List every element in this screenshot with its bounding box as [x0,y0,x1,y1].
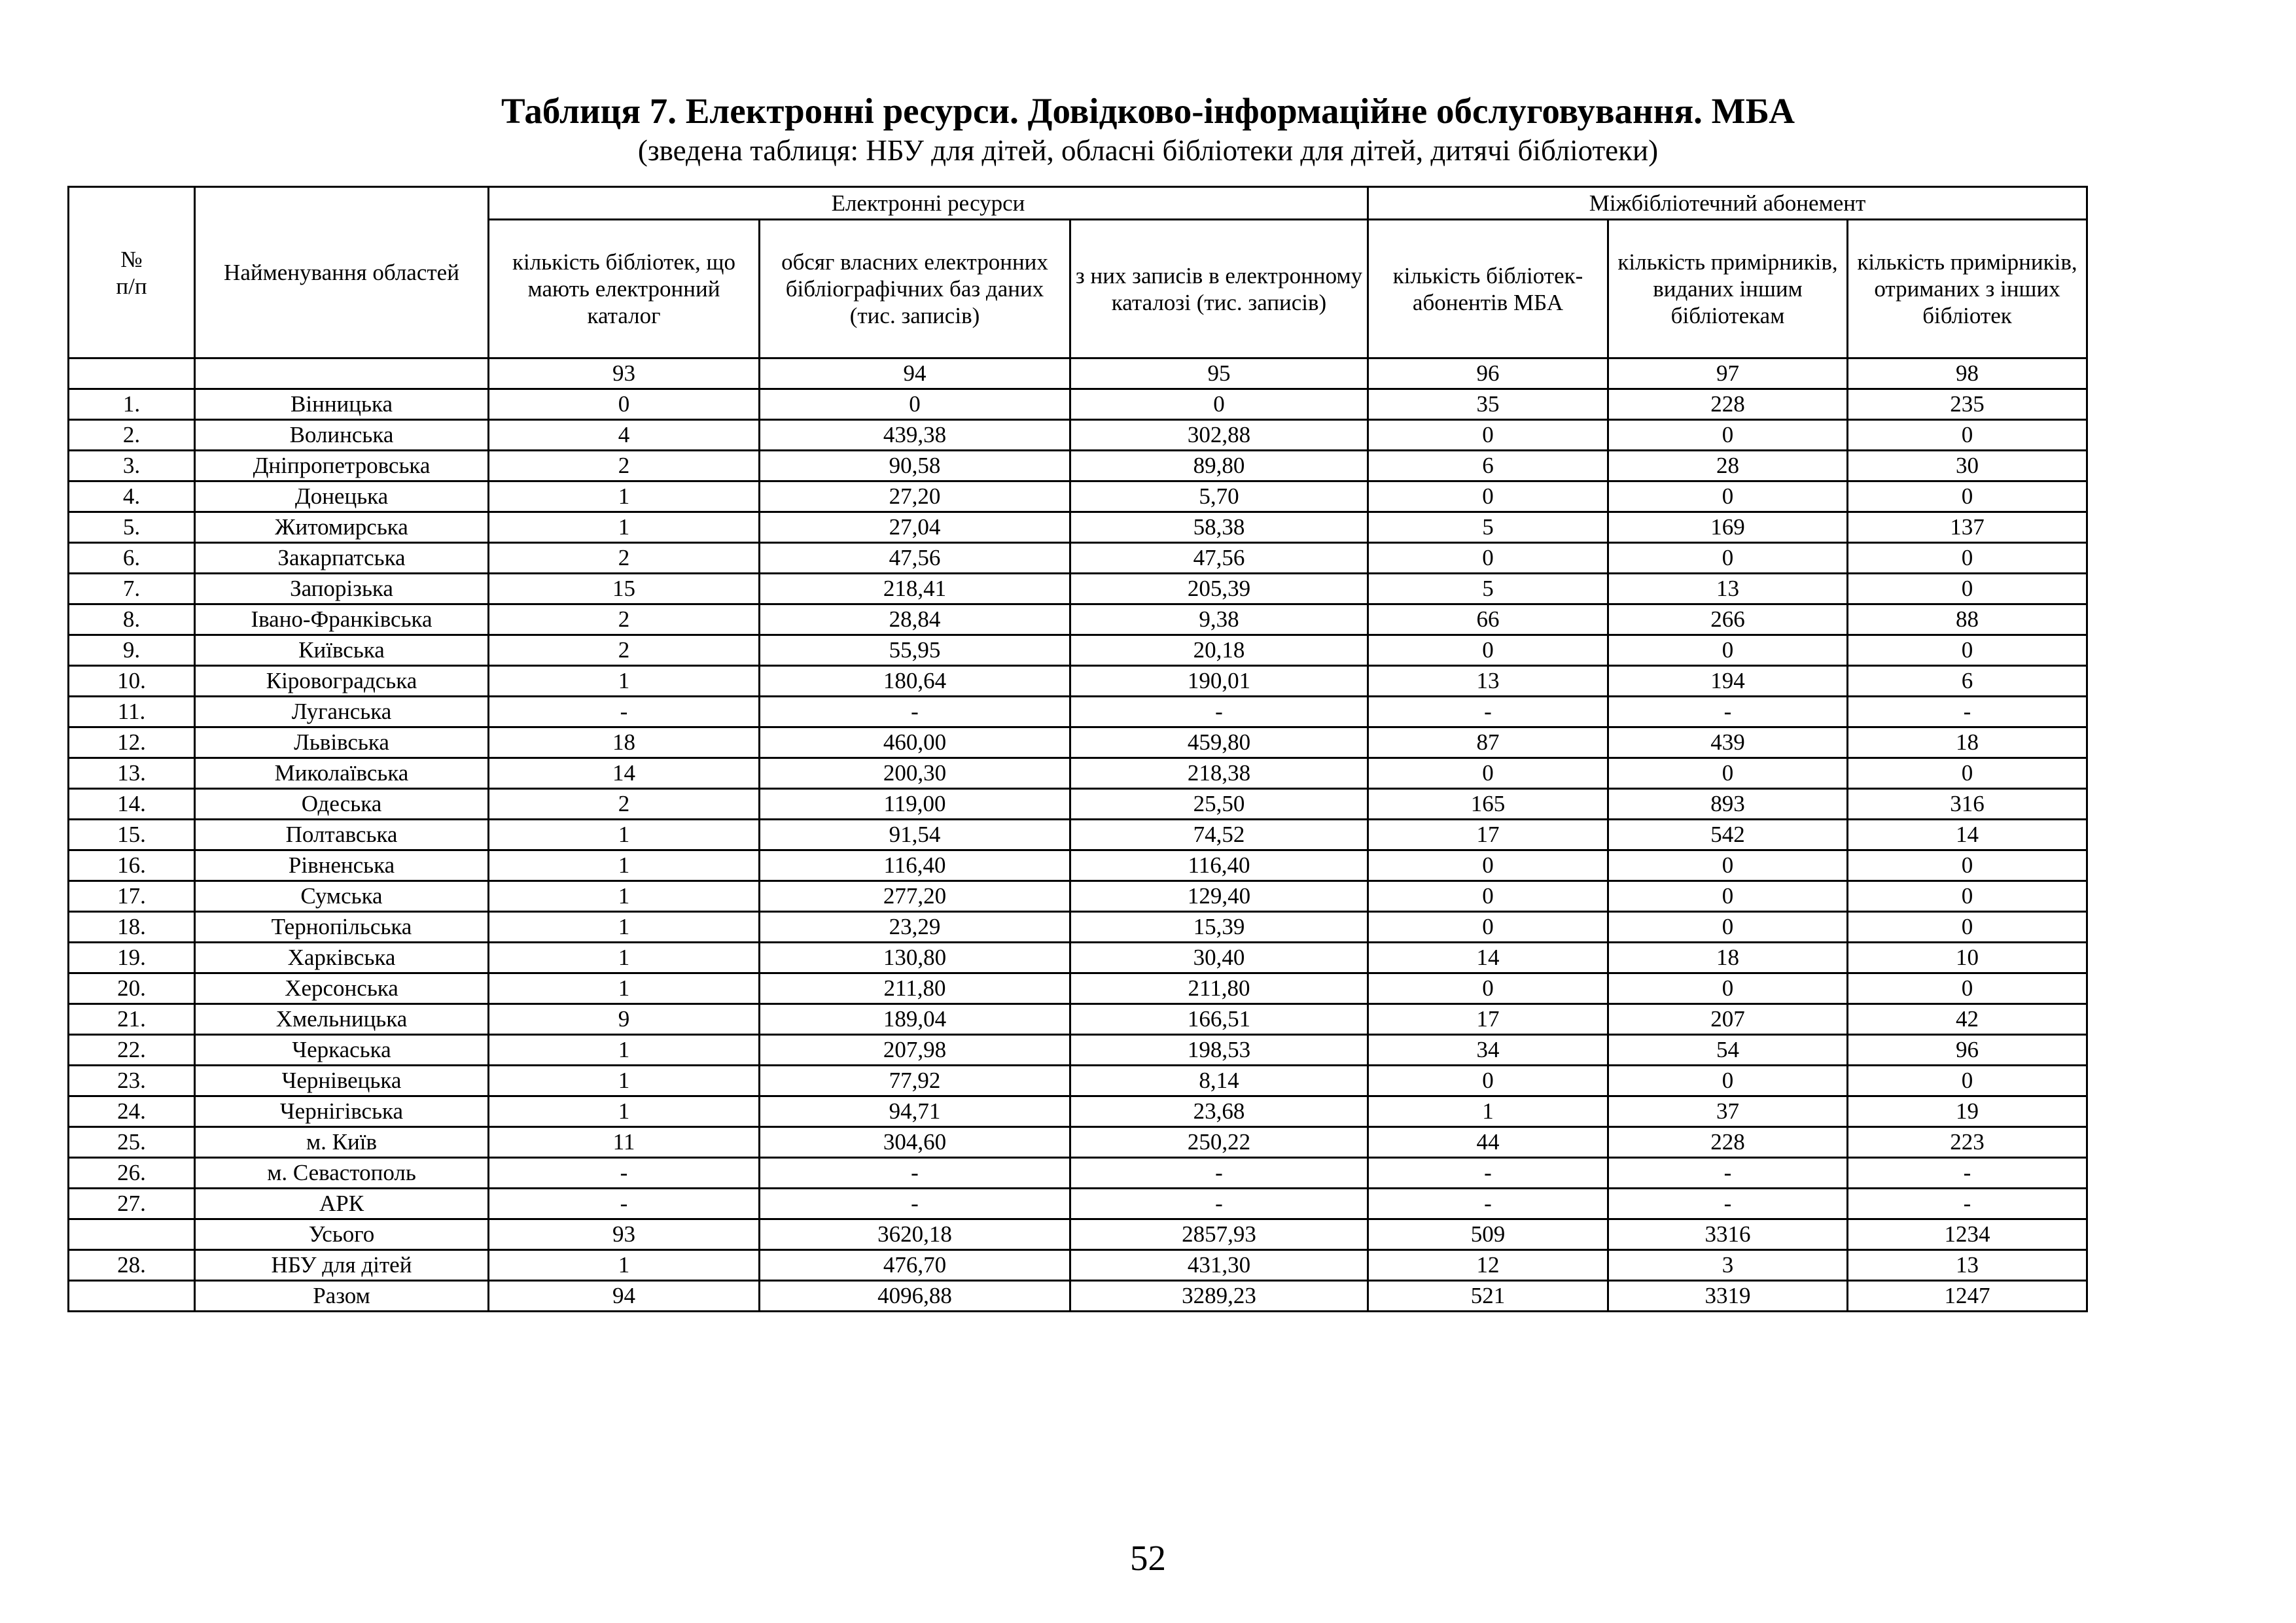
table-cell: 30 [1848,451,2087,481]
table-row [69,1035,2087,1066]
table-cell: 13 [1848,1250,2087,1281]
table-cell: 0 [489,389,760,420]
table-cell: 0 [1848,1066,2087,1096]
row-number: 18. [69,912,195,943]
table-cell: 0 [1368,850,1608,881]
row-number: 19. [69,943,195,973]
row-number: 27. [69,1189,195,1219]
table-cell: 5 [1368,574,1608,604]
table-cell: 88 [1848,604,2087,635]
table-cell: - [1070,697,1368,727]
row-number: 3. [69,451,195,481]
table-cell: 0 [1368,758,1608,789]
region-name: м. Севастополь [195,1158,489,1189]
table-row [69,697,2087,727]
region-name: Миколаївська [195,758,489,789]
table-cell: 1 [1368,1096,1608,1127]
region-name: Чернівецька [195,1066,489,1096]
region-name: Сумська [195,881,489,912]
table-row [69,1066,2087,1096]
table-cell: - [1848,697,2087,727]
table-cell: 77,92 [760,1066,1070,1096]
table-cell: 2 [489,789,760,820]
table-cell: - [1848,1158,2087,1189]
table-cell: 3 [1608,1250,1848,1281]
row-number [69,1281,195,1312]
table-cell: 8,14 [1070,1066,1368,1096]
table-cell: - [1368,1189,1608,1219]
table-cell: 34 [1368,1035,1608,1066]
table-cell: 1 [489,512,760,543]
table-row [69,1158,2087,1189]
header-col-copies-received: кількість примірників, отриманих з інших бібліотек [1848,220,2087,358]
column-number: 95 [1070,358,1368,389]
table-cell: 1 [489,1250,760,1281]
region-name: Рівненська [195,850,489,881]
row-number [69,1219,195,1250]
table-cell: 27,20 [760,481,1070,512]
table-cell: 0 [1608,543,1848,574]
table-cell: 4096,88 [760,1281,1070,1312]
table-row [69,850,2087,881]
table-cell: 30,40 [1070,943,1368,973]
table-cell: 0 [1608,912,1848,943]
header-region-name: Найменування областей [195,187,489,358]
column-number: 96 [1368,358,1608,389]
header-col-copies-issued: кількість примірників, виданих іншим бібліотекам [1608,220,1848,358]
region-name: Харківська [195,943,489,973]
header-group-interlibrary-loan: Міжбібліотечний абонемент [1368,187,2087,220]
table-cell: 0 [760,389,1070,420]
table-cell: - [1608,697,1848,727]
row-number: 13. [69,758,195,789]
table-cell: 190,01 [1070,666,1368,697]
row-number: 14. [69,789,195,820]
table-cell: - [1368,1158,1608,1189]
table-cell: 13 [1608,574,1848,604]
table-cell: - [1848,1189,2087,1219]
table-cell: 0 [1608,420,1848,451]
table-cell: 11 [489,1127,760,1158]
header-col-libraries-with-catalog: кількість бібліотек, що мають електронний каталог [489,220,760,358]
table-cell: 0 [1608,850,1848,881]
row-number: 10. [69,666,195,697]
region-name: Полтавська [195,820,489,850]
region-name: Запорізька [195,574,489,604]
region-name: Одеська [195,789,489,820]
table-cell: 0 [1368,881,1608,912]
table-cell: 18 [489,727,760,758]
region-name: Тернопільська [195,912,489,943]
row-number: 17. [69,881,195,912]
table-cell: 0 [1848,420,2087,451]
table-cell: 0 [1848,758,2087,789]
region-name: Кіровоградська [195,666,489,697]
table-row [69,789,2087,820]
page-number: 52 [1130,1538,1166,1578]
region-name: Чернігівська [195,1096,489,1127]
table-cell: 23,68 [1070,1096,1368,1127]
table-cell: 14 [1848,820,2087,850]
table-cell: 0 [1368,1066,1608,1096]
region-name: Івано-Франківська [195,604,489,635]
table-cell: 439,38 [760,420,1070,451]
region-name: Дніпропетровська [195,451,489,481]
table-cell: 5,70 [1070,481,1368,512]
table-cell: 14 [489,758,760,789]
table-cell: 316 [1848,789,2087,820]
table-cell: - [489,697,760,727]
table-row [69,820,2087,850]
table-cell: 439 [1608,727,1848,758]
table-cell: 47,56 [760,543,1070,574]
header-col-database-volume: обсяг власних електронних бібліографічних баз даних (тис. записів) [760,220,1070,358]
table-cell: 521 [1368,1281,1608,1312]
table-cell: 3289,23 [1070,1281,1368,1312]
region-name: Донецька [195,481,489,512]
row-number: 25. [69,1127,195,1158]
table-cell: 23,29 [760,912,1070,943]
table-cell: 1 [489,1035,760,1066]
table-cell: 0 [1848,635,2087,666]
row-number: 16. [69,850,195,881]
table-cell: 1234 [1848,1219,2087,1250]
table-cell: 0 [1848,850,2087,881]
table-row [69,973,2087,1004]
table-cell: 1 [489,666,760,697]
table-cell: 2857,93 [1070,1219,1368,1250]
row-number: 4. [69,481,195,512]
table-cell: 1 [489,973,760,1004]
table-cell: 9,38 [1070,604,1368,635]
table-cell: 55,95 [760,635,1070,666]
table-cell: 211,80 [1070,973,1368,1004]
table-cell: 1 [489,881,760,912]
header-group-electronic-resources: Електронні ресурси [489,187,1368,220]
page-title: Таблиця 7. Електронні ресурси. Довідково-інформаційне обслуговування. МБА [501,91,1795,131]
table-cell: 130,80 [760,943,1070,973]
row-number: 20. [69,973,195,1004]
table-cell: 3319 [1608,1281,1848,1312]
table-cell: - [760,1189,1070,1219]
table-cell: 266 [1608,604,1848,635]
table-cell: 19 [1848,1096,2087,1127]
row-number: 8. [69,604,195,635]
table-cell: 0 [1608,481,1848,512]
table-row [69,635,2087,666]
table-row [69,512,2087,543]
table-row [69,912,2087,943]
column-number: 94 [760,358,1070,389]
table-cell: 28,84 [760,604,1070,635]
table-cell: 25,50 [1070,789,1368,820]
row-number: 23. [69,1066,195,1096]
table-cell: 37 [1608,1096,1848,1127]
table-cell: 302,88 [1070,420,1368,451]
table-cell: 94 [489,1281,760,1312]
table-cell: 17 [1368,820,1608,850]
table-row [69,1096,2087,1127]
table-cell: 0 [1848,912,2087,943]
table-cell: 1 [489,850,760,881]
table-cell: 1 [489,481,760,512]
region-name: Луганська [195,697,489,727]
table-row [69,574,2087,604]
table-cell: 1 [489,912,760,943]
region-name: Житомирська [195,512,489,543]
table-cell: 0 [1608,1066,1848,1096]
table-cell: 3316 [1608,1219,1848,1250]
table-cell: 166,51 [1070,1004,1368,1035]
table-cell: 66 [1368,604,1608,635]
table-cell: 15,39 [1070,912,1368,943]
row-number: 7. [69,574,195,604]
row-number: 21. [69,1004,195,1035]
region-name: м. Київ [195,1127,489,1158]
column-number-blank [195,358,489,389]
table-cell: 1247 [1848,1281,2087,1312]
table-cell: 304,60 [760,1127,1070,1158]
row-number: 28. [69,1250,195,1281]
table-cell: 0 [1848,543,2087,574]
table-cell: 223 [1848,1127,2087,1158]
table-row [69,481,2087,512]
column-number-row [69,358,2087,389]
table-cell: 0 [1368,635,1608,666]
table-cell: 13 [1368,666,1608,697]
table-cell: 1 [489,1066,760,1096]
table-cell: 189,04 [760,1004,1070,1035]
table-cell: 0 [1608,758,1848,789]
region-name: Усього [195,1219,489,1250]
table-cell: 116,40 [1070,850,1368,881]
header-no: № п/п [69,187,195,358]
column-number: 93 [489,358,760,389]
table-cell: 0 [1608,881,1848,912]
header-col-mba-subscribers: кількість бібліотек-абонентів МБА [1368,220,1608,358]
table-cell: 94,71 [760,1096,1070,1127]
table-cell: 2 [489,451,760,481]
row-number: 22. [69,1035,195,1066]
table-cell: 893 [1608,789,1848,820]
table-cell: 180,64 [760,666,1070,697]
table-row [69,758,2087,789]
table-cell: 119,00 [760,789,1070,820]
table-cell: 1 [489,820,760,850]
table-cell: - [1070,1189,1368,1219]
table-cell: 542 [1608,820,1848,850]
table-cell: - [489,1189,760,1219]
table-cell: 28 [1608,451,1848,481]
table-row [69,389,2087,420]
table-cell: - [1070,1158,1368,1189]
table-cell: 431,30 [1070,1250,1368,1281]
column-number-blank [69,358,195,389]
table-cell: 10 [1848,943,2087,973]
header-col-catalog-records: з них записів в електронному каталозі (тис. записів) [1070,220,1368,358]
table-cell: 1 [489,943,760,973]
region-name: Черкаська [195,1035,489,1066]
table-cell: 0 [1368,973,1608,1004]
table-cell: - [1368,697,1608,727]
table-cell: 74,52 [1070,820,1368,850]
table-cell: 0 [1368,481,1608,512]
table-cell: 277,20 [760,881,1070,912]
table-cell: 509 [1368,1219,1608,1250]
table-cell: 0 [1848,481,2087,512]
table-cell: - [760,1158,1070,1189]
table-cell: - [760,697,1070,727]
table-cell: 12 [1368,1250,1608,1281]
table-cell: - [1608,1158,1848,1189]
table-cell: 137 [1848,512,2087,543]
table-row [69,1189,2087,1219]
table-cell: 235 [1848,389,2087,420]
data-table [67,186,2088,1312]
row-number: 26. [69,1158,195,1189]
table-cell: 17 [1368,1004,1608,1035]
table-cell: 89,80 [1070,451,1368,481]
table-cell: 1 [489,1096,760,1127]
table-cell: 96 [1848,1035,2087,1066]
table-cell: 91,54 [760,820,1070,850]
row-number: 2. [69,420,195,451]
table-row [69,451,2087,481]
table-total-row [69,1219,2087,1250]
row-number: 24. [69,1096,195,1127]
table-cell: 0 [1368,420,1608,451]
table-cell: 200,30 [760,758,1070,789]
table-row [69,943,2087,973]
table-cell: 20,18 [1070,635,1368,666]
table-row [69,1250,2087,1281]
region-name: Закарпатська [195,543,489,574]
row-number: 11. [69,697,195,727]
table-cell: 250,22 [1070,1127,1368,1158]
table-cell: 0 [1368,912,1608,943]
table-cell: 18 [1608,943,1848,973]
table-cell: 5 [1368,512,1608,543]
table-row [69,604,2087,635]
region-name: Разом [195,1281,489,1312]
table-cell: 58,38 [1070,512,1368,543]
page-subtitle: (зведена таблиця: НБУ для дітей, обласні бібліотеки для дітей, дитячі бібліотеки) [637,134,1659,167]
table-cell: 218,41 [760,574,1070,604]
table-cell: 0 [1368,543,1608,574]
table-cell: 129,40 [1070,881,1368,912]
table-cell: 2 [489,635,760,666]
table-cell: 87 [1368,727,1608,758]
row-number: 1. [69,389,195,420]
table-cell: 35 [1368,389,1608,420]
table-total-row [69,1281,2087,1312]
table-cell: 198,53 [1070,1035,1368,1066]
table-cell: 9 [489,1004,760,1035]
table-row [69,1004,2087,1035]
table-cell: 0 [1608,973,1848,1004]
table-cell: 4 [489,420,760,451]
table-cell: 42 [1848,1004,2087,1035]
table-cell: 116,40 [760,850,1070,881]
table-cell: 207 [1608,1004,1848,1035]
table-cell: 0 [1848,881,2087,912]
table-cell: 14 [1368,943,1608,973]
row-number: 12. [69,727,195,758]
table-cell: 6 [1848,666,2087,697]
table-cell: - [489,1158,760,1189]
region-name: АРК [195,1189,489,1219]
table-cell: 27,04 [760,512,1070,543]
row-number: 6. [69,543,195,574]
table-row [69,1127,2087,1158]
table-row [69,420,2087,451]
table-cell: 228 [1608,1127,1848,1158]
table-cell: 93 [489,1219,760,1250]
table-row [69,727,2087,758]
region-name: Херсонська [195,973,489,1004]
region-name: Київська [195,635,489,666]
table-cell: 228 [1608,389,1848,420]
table-cell: 460,00 [760,727,1070,758]
table-cell: 2 [489,543,760,574]
table-cell: 0 [1848,574,2087,604]
column-number: 97 [1608,358,1848,389]
table-row [69,666,2087,697]
region-name: НБУ для дітей [195,1250,489,1281]
table-cell: - [1608,1189,1848,1219]
table-cell: 169 [1608,512,1848,543]
table-cell: 44 [1368,1127,1608,1158]
table-cell: 6 [1368,451,1608,481]
row-number: 15. [69,820,195,850]
region-name: Волинська [195,420,489,451]
table-cell: 15 [489,574,760,604]
table-cell: 0 [1070,389,1368,420]
table-cell: 2 [489,604,760,635]
table-cell: 207,98 [760,1035,1070,1066]
table-cell: 194 [1608,666,1848,697]
table-cell: 205,39 [1070,574,1368,604]
table-cell: 218,38 [1070,758,1368,789]
table-cell: 18 [1848,727,2087,758]
table-cell: 476,70 [760,1250,1070,1281]
row-number: 9. [69,635,195,666]
column-number: 98 [1848,358,2087,389]
region-name: Вінницька [195,389,489,420]
table-cell: 90,58 [760,451,1070,481]
table-row [69,881,2087,912]
region-name: Львівська [195,727,489,758]
table-cell: 165 [1368,789,1608,820]
row-number: 5. [69,512,195,543]
table-cell: 0 [1848,973,2087,1004]
table-cell: 459,80 [1070,727,1368,758]
table-cell: 47,56 [1070,543,1368,574]
table-cell: 0 [1608,635,1848,666]
table-row [69,543,2087,574]
region-name: Хмельницька [195,1004,489,1035]
table-cell: 211,80 [760,973,1070,1004]
table-cell: 3620,18 [760,1219,1070,1250]
table-cell: 54 [1608,1035,1848,1066]
